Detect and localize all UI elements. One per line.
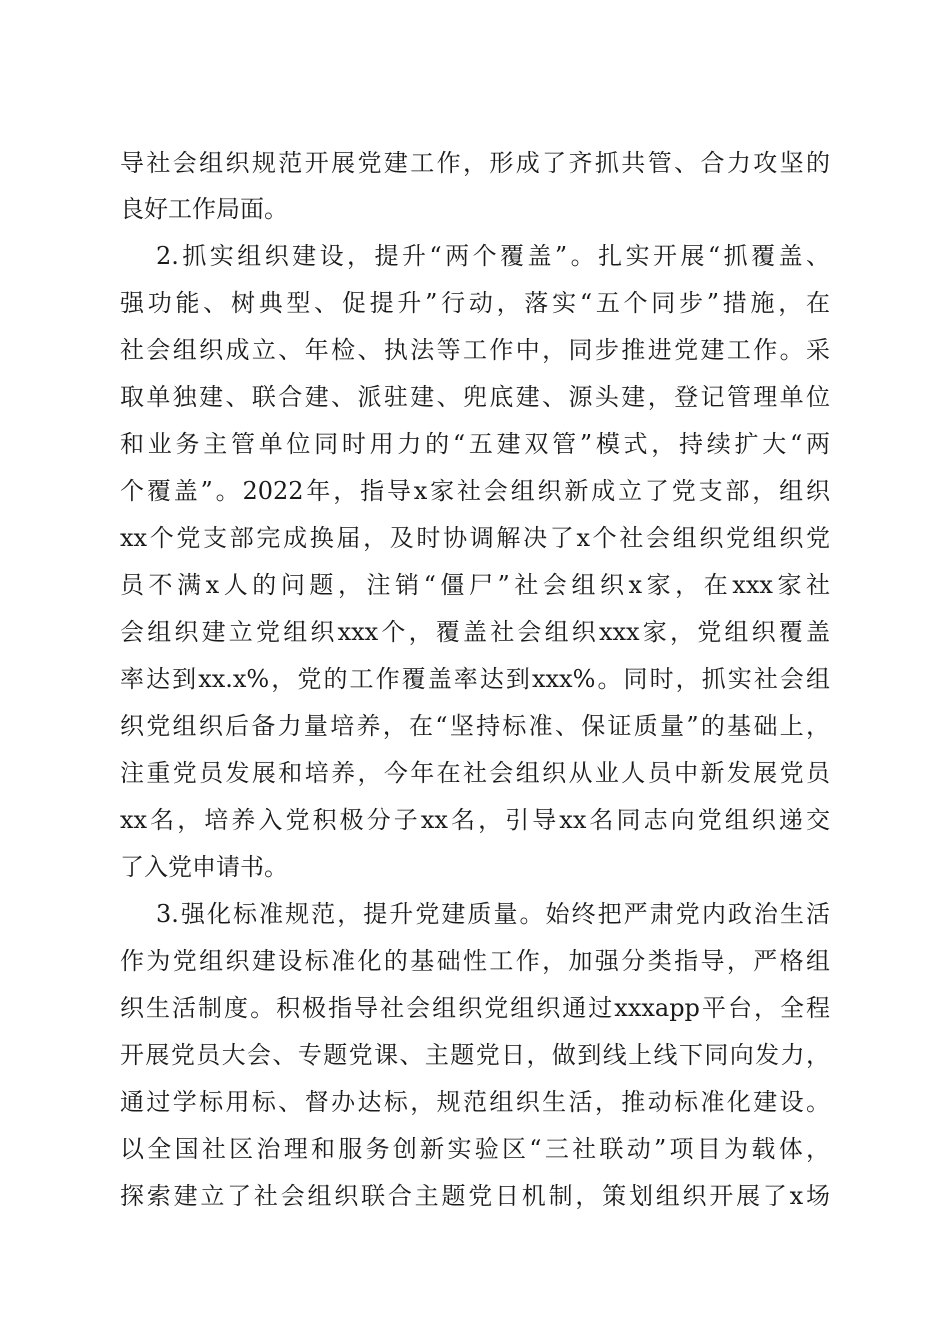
text-line: 织生活制度。积极指导社会组织党组织通过xxxapp平台，全程 — [120, 994, 830, 1022]
text-line: 和业务主管单位同时用力的“五建双管”模式，持续扩大“两 — [120, 430, 830, 458]
text-line: 率达到xx.x%，党的工作覆盖率达到xxx%。同时，抓实社会组 — [120, 665, 830, 693]
text-line: 取单独建、联合建、派驻建、兜底建、源头建，登记管理单位 — [120, 383, 830, 411]
text-line: 以全国社区治理和服务创新实验区“三社联动”项目为载体， — [120, 1135, 830, 1163]
text-line: 个覆盖”。2022年，指导x家社会组织新成立了党支部，组织 — [120, 477, 830, 505]
text-line: 开展党员大会、专题党课、主题党日，做到线上线下同向发力， — [120, 1041, 830, 1069]
text-line: xx个党支部完成换届，及时协调解决了x个社会组织党组织党 — [120, 524, 830, 552]
text-line: 会组织建立党组织xxx个，覆盖社会组织xxx家，党组织覆盖 — [120, 618, 830, 646]
text-line: 注重党员发展和培养，今年在社会组织从业人员中新发展党员 — [120, 759, 830, 787]
text-line: 导社会组织规范开展党建工作，形成了齐抓共管、合力攻坚的 — [120, 149, 830, 177]
text-line: 员不满x人的问题，注销“僵尸”社会组织x家，在xxx家社 — [120, 571, 830, 599]
text-line: 3.强化标准规范，提升党建质量。始终把严肃党内政治生活 — [156, 900, 830, 928]
text-line: 良好工作局面。 — [120, 195, 288, 223]
text-line: 探索建立了社会组织联合主题党日机制，策划组织开展了x场 — [120, 1182, 830, 1210]
text-line: 了入党申请书。 — [120, 853, 288, 881]
text-line: 作为党组织建设标准化的基础性工作，加强分类指导，严格组 — [120, 947, 830, 975]
text-line: xx名，培养入党积极分子xx名，引导xx名同志向党组织递交 — [120, 806, 830, 834]
text-line: 社会组织成立、年检、执法等工作中，同步推进党建工作。采 — [120, 336, 830, 364]
text-line: 通过学标用标、督办达标，规范组织生活，推动标准化建设。 — [120, 1088, 830, 1116]
text-line: 织党组织后备力量培养，在“坚持标准、保证质量”的基础上， — [120, 712, 830, 740]
text-line: 2.抓实组织建设，提升“两个覆盖”。扎实开展“抓覆盖、 — [156, 242, 830, 270]
text-line: 强功能、树典型、促提升”行动，落实“五个同步”措施，在 — [120, 289, 830, 317]
